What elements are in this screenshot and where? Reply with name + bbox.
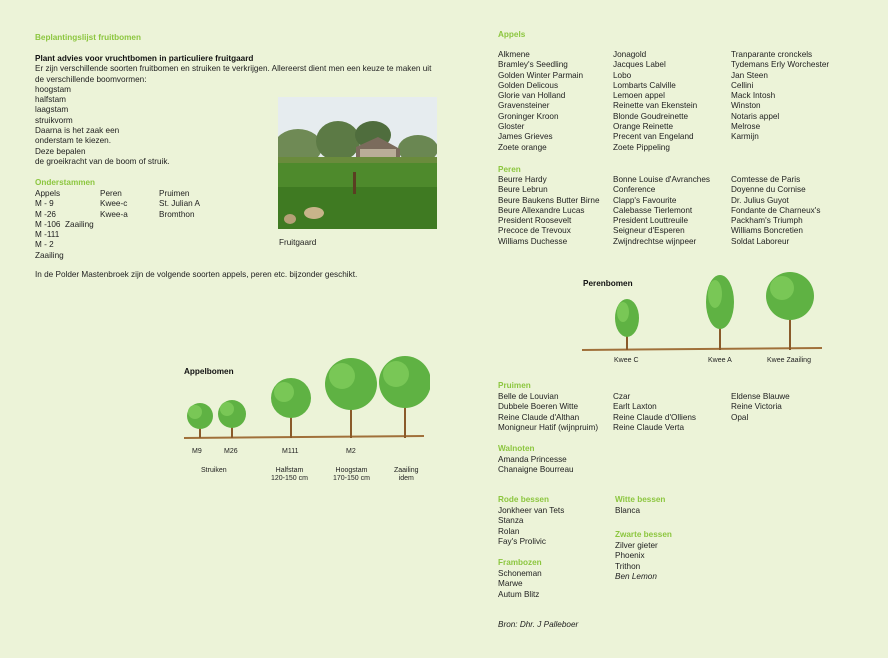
list-item: Zoete Pippeling [613,142,670,152]
tree-zaailing-icon [379,356,430,438]
list-item: Bromthon [159,209,195,219]
list-item: James Grieves [498,132,553,142]
list-item: M - 9 [35,199,54,209]
label-hoogstam: Hoogstam 170-150 cm [333,467,370,482]
list-item: Marwe [498,579,523,589]
pruimen-col2 [613,392,696,433]
intro-line: Er zijn verschillende soorten fruitbomen en struiken te verkrijgen. Allereerst dient men een keuze te maken uit [35,64,432,74]
list-item: M -26 [35,209,56,219]
list-item: Golden Delicous [498,80,559,90]
list-item: Stanza [498,516,524,526]
list-item: Bramley's Seedling [498,60,568,70]
frambozen-list [498,569,542,600]
list-item: Autum Blitz [498,589,540,599]
list-item: Chanaigne Bourreau [498,465,574,475]
list-item: St. Julian A [159,199,200,209]
label-kwee-a: Kwee A [708,357,732,364]
list-item: Jonkheer van Tets [498,506,565,515]
label-m9: M9 [192,448,202,455]
list-item: Blanca [615,506,641,515]
list-item: Kwee-c [100,199,128,209]
list-item: Reine Claude d'Olliens [613,412,697,422]
list-item: Melrose [731,122,761,132]
list-item: M - 2 [35,240,54,250]
list-item: Soldat Laboreur [731,236,790,246]
list-item: Zoete orange [498,142,547,152]
list-item: Lombarts Calville [613,80,676,90]
list-item: Golden Winter Parmain [498,70,584,80]
list-item: Reine Claude Verta [613,422,685,432]
list-item: Beure Lebrun [498,185,548,195]
list-item: Reine Victoria [731,402,782,412]
list-item: Earlt Laxton [613,402,657,412]
tree-m2-icon [325,358,377,438]
zwarte-bessen-list [615,541,658,582]
intro-line: hoogstam [35,84,71,94]
list-item: Jan Steen [731,70,768,80]
label-struiken: Struiken [201,467,227,474]
perenbomen-title: Perenbomen [583,279,633,288]
list-item: Gloster [498,122,525,132]
list-item: Peren [100,189,122,198]
list-item: Mack Intosh [731,91,776,101]
tree-kwee-c-icon [615,299,639,350]
tree-kwee-a-icon [706,275,734,350]
intro-line: Deze bepalen [35,146,86,156]
list-item: Rolan [498,526,520,536]
list-item: Winston [731,101,761,111]
peren-col2 [613,175,710,247]
list-item: Blonde Goudreinette [613,111,689,121]
witte-bessen-list [615,506,640,516]
frambozen-heading: Frambozen [498,558,542,567]
list-item: Gravensteiner [498,101,550,111]
intro-line: halfstam [35,95,66,105]
label-kwee-zaailing: Kwee Zaailing [767,357,811,364]
label-m26: M26 [224,448,238,455]
appelbomen-title: Appelbomen [184,367,234,376]
list-item: Williams Duchesse [498,236,568,246]
appelbomen-diagram [180,350,430,445]
list-item: Belle de Louvian [498,392,559,401]
label-zaailing: Zaailing idem [394,467,419,482]
list-item: Groninger Kroon [498,111,559,121]
appels-heading: Appels [498,30,526,39]
list-item: Lemoen appel [613,91,665,101]
list-item: Tranparante cronckels [731,50,813,59]
list-item: Zilver gieter [615,541,658,550]
list-item: Clapp's Favourite [613,195,677,205]
list-item: Seigneur d'Esperen [613,226,685,236]
list-item: Schoneman [498,569,542,578]
list-item: M -106 Zaailing [35,219,94,229]
intro-line: onderstam te kiezen. [35,136,112,146]
list-item: Dr. Julius Guyot [731,195,789,205]
list-item: Glorie van Holland [498,91,566,101]
list-item: Precent van Engeland [613,132,694,142]
orchard-illustration [278,97,437,229]
polder-text: In de Polder Mastenbroek zijn de volgende soorten appels, peren etc. bijzonder geschikt. [35,270,358,279]
list-item: Conference [613,185,656,195]
list-item: Beure Baukens Butter Birne [498,195,600,205]
list-item: Reine Claude d'Althan [498,412,580,422]
list-item: Phoenix [615,551,645,561]
peren-col1 [498,175,600,247]
list-item: Cellini [731,80,754,90]
list-item: Jonagold [613,50,647,59]
list-item: Beure Allexandre Lucas [498,205,585,215]
walnoten-list [498,455,574,476]
onderstam-pruimen-list [159,189,200,220]
list-item: Zwijndrechtse wijnpeer [613,236,697,246]
list-item: Fay's Prolivic [498,536,546,546]
tree-kwee-zaailing-icon [766,272,814,350]
list-item: Amanda Princesse [498,455,567,464]
fruitgaard-photo [278,97,437,229]
tree-m111-icon [271,378,311,438]
witte-bessen-heading: Witte bessen [615,495,666,504]
photo-caption: Fruitgaard [279,238,317,247]
list-item: Orange Reinette [613,122,674,132]
label-m2: M2 [346,448,356,455]
list-item: Zaailing [35,250,64,260]
intro-line: de verschillende boomvormen: [35,74,147,84]
intro-line: struikvorm [35,115,73,125]
tree-m26-icon [218,400,246,438]
list-item: Bonne Louise d'Avranches [613,175,711,184]
list-item: M -111 [35,230,60,240]
intro-subtitle: Plant advies voor vruchtbomen in particuliere fruitgaard [35,54,254,63]
onderstam-peren-list [100,189,128,220]
source-credit: Bron: Dhr. J Palleboer [498,620,579,629]
rode-bessen-heading: Rode bessen [498,495,549,504]
label-kwee-c: Kwee C [614,357,639,364]
pruimen-col3 [731,392,790,423]
list-item: President Roosevelt [498,216,572,226]
list-item: Reinette van Ekenstein [613,101,698,111]
list-item: Karmijn [731,132,759,142]
list-item: Beurre Hardy [498,175,547,184]
peren-heading: Peren [498,165,521,174]
list-item: Jacques Label [613,60,666,70]
list-item: Notaris appel [731,111,780,121]
intro-line: de groeikracht van de boom of struik. [35,156,170,166]
list-item: Calebasse Tierlemont [613,205,693,215]
list-item: Kwee-a [100,209,128,219]
pruimen-col1 [498,392,598,433]
list-item: Appels [35,189,61,198]
onderstammen-heading: Onderstammen [35,178,96,187]
label-halfstam: Halfstam 120-150 cm [271,467,308,482]
list-item: Precoce de Trevoux [498,226,571,236]
page-heading: Beplantingslijst fruitbomen [35,33,141,42]
rode-bessen-list [498,506,564,547]
list-item: Williams Boncretien [731,226,803,236]
list-item: Monigneur Hatif (wijnpruim) [498,422,599,432]
intro-line: laagstam [35,105,69,115]
appels-col2 [613,50,697,153]
list-item: Lobo [613,70,632,80]
label-m111: M111 [282,448,299,455]
intro-line: Daarna is het zaak een [35,126,120,136]
walnoten-heading: Walnoten [498,444,535,453]
list-item: Czar [613,392,631,401]
list-item: Eldense Blauwe [731,392,790,401]
list-item: Dubbele Boeren Witte [498,402,579,412]
list-item: Trithon [615,561,641,571]
appels-col3 [731,50,829,143]
onderstam-appels-list [35,189,94,261]
list-item: Alkmene [498,50,530,59]
perenbomen-diagram [578,268,828,354]
list-item: Packham's Triumph [731,216,803,226]
list-item: Doyenne du Cornise [731,185,806,195]
tree-m9-icon [187,403,213,438]
list-item: President Louttreuile [613,216,689,226]
list-item: Tydemans Erly Worchester [731,60,830,70]
list-item: Ben Lemon [615,571,657,581]
list-item: Pruimen [159,189,190,198]
appels-col1 [498,50,583,153]
pruimen-heading: Pruimen [498,381,531,390]
zaailing-extra: Zaailing [65,219,94,229]
list-item: Fondante de Charneux's [731,205,821,215]
list-item: Comtesse de Paris [731,175,801,184]
list-item: Opal [731,412,749,422]
zwarte-bessen-heading: Zwarte bessen [615,530,672,539]
peren-col3 [731,175,820,247]
